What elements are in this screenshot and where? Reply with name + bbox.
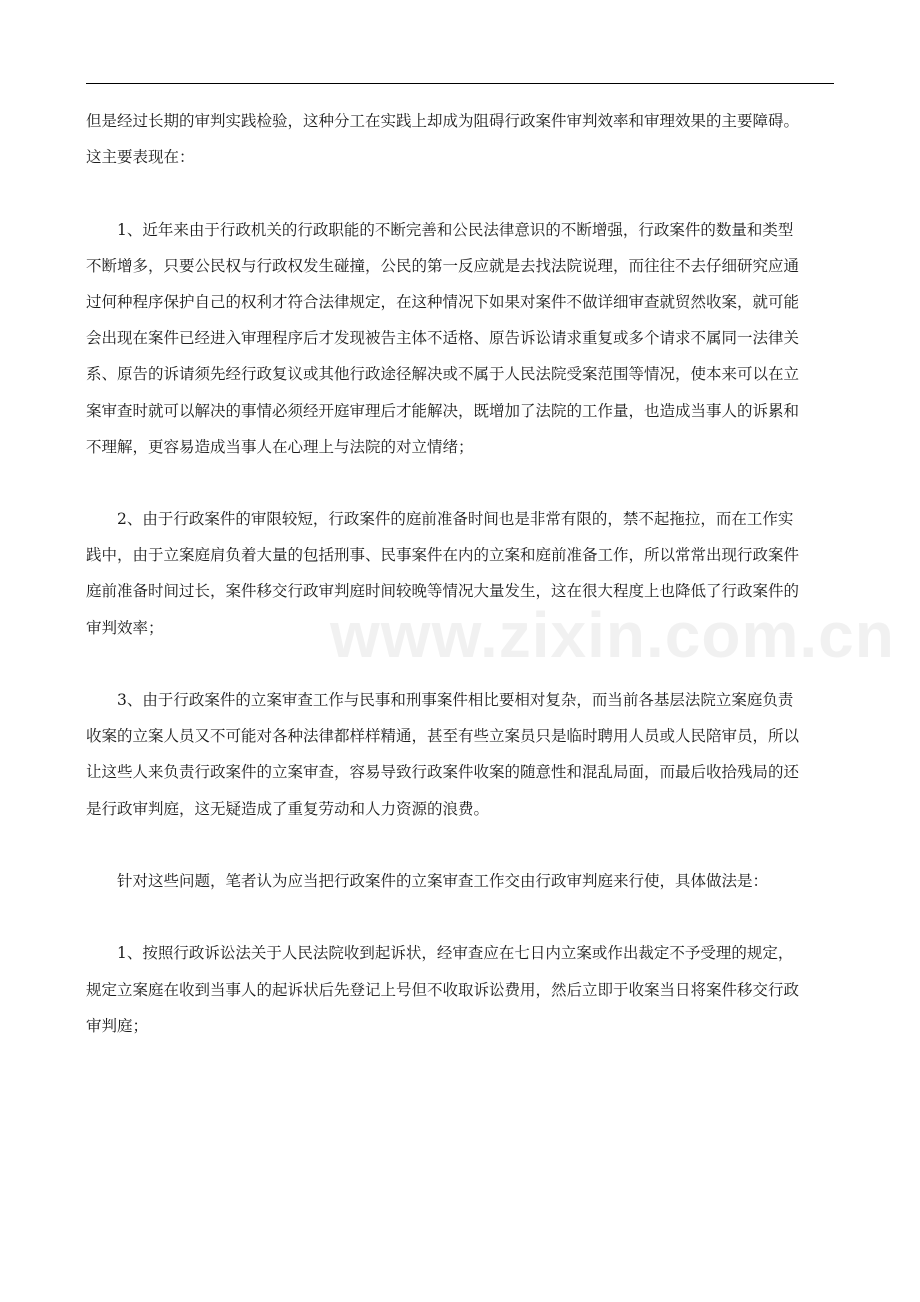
paragraph	[86, 501, 834, 646]
document-body	[86, 103, 834, 1044]
text-line: 这主要表现在：	[86, 148, 195, 167]
paragraph-gap	[86, 827, 834, 863]
text-line: 规定立案庭在收到当事人的起诉状后先登记上号但不收取诉讼费用，然后立即于收案当日将案件移交行政	[86, 980, 800, 999]
text-line: 会出现在案件已经进入审理程序后才发现被告主体不适格、原告诉讼请求重复或多个请求不属同一法律关	[86, 329, 800, 348]
text-line: 收案的立案人员又不可能对各种法律都样样精通，甚至有些立案员只是临时聘用人员或人民陪审员，所以	[86, 727, 800, 746]
text-line: 审判庭；	[86, 1016, 149, 1035]
paragraph	[86, 935, 834, 1044]
paragraph	[86, 863, 834, 899]
text-line: 案审查时就可以解决的事情必须经开庭审理后才能解决，既增加了法院的工作量，也造成当事人的诉累和	[86, 401, 800, 420]
text-line: 不断增多，只要公民权与行政权发生碰撞，公民的第一反应就是去找法院说理，而往往不去仔细研究应通	[86, 256, 800, 275]
text-line: 2、由于行政案件的审限较短，行政案件的庭前准备时间也是非常有限的，禁不起拖拉，而在工作实	[117, 510, 794, 529]
text-line: 庭前准备时间过长，案件移交行政审判庭时间较晚等情况大量发生，这在很大程度上也降低了行政案件的	[86, 582, 800, 601]
text-line: 过何种程序保护自己的权利才符合法律规定，在这种情况下如果对案件不做详细审查就贸然收案，就可能	[86, 292, 800, 311]
watermark: www.zixin.com.cn	[330, 599, 895, 671]
text-line: 3、由于行政案件的立案审查工作与民事和刑事案件相比要相对复杂，而当前各基层法院立案庭负责	[117, 691, 794, 709]
paragraph-gap	[86, 465, 834, 501]
text-line: 是行政审判庭，这无疑造成了重复劳动和人力资源的浪费。	[86, 799, 490, 818]
paragraph-gap	[86, 646, 834, 682]
paragraph	[86, 212, 834, 465]
text-line: 系、原告的诉请须先经行政复议或其他行政途径解决或不属于人民法院受案范围等情况，使本来可以在立	[86, 365, 800, 384]
paragraph-gap	[86, 899, 834, 935]
text-line: 针对这些问题，笔者认为应当把行政案件的立案审查工作交由行政审判庭来行使，具体做法是：	[117, 871, 769, 890]
text-line: 1、按照行政诉讼法关于人民法院收到起诉状，经审查应在七日内立案或作出裁定不予受理的规定，	[117, 944, 794, 963]
text-line: 1、近年来由于行政机关的行政职能的不断完善和公民法律意识的不断增强，行政案件的数量和类型	[117, 220, 794, 239]
text-line: 但是经过长期的审判实践检验，这种分工在实践上却成为阻碍行政案件审判效率和审理效果的主要障碍。	[86, 112, 800, 130]
paragraph	[86, 682, 834, 827]
paragraph-gap	[86, 175, 834, 211]
paragraph	[86, 103, 834, 175]
text-line: 审判效率；	[86, 618, 164, 637]
header-rule	[86, 83, 834, 84]
text-line: 不理解，更容易造成当事人在心理上与法院的对立情绪；	[86, 437, 474, 456]
text-line: 践中，由于立案庭肩负着大量的包括刑事、民事案件在内的立案和庭前准备工作，所以常常出现行政案件	[86, 546, 800, 565]
text-line: 让这些人来负责行政案件的立案审查，容易导致行政案件收案的随意性和混乱局面，而最后收拾残局的还	[86, 763, 800, 782]
